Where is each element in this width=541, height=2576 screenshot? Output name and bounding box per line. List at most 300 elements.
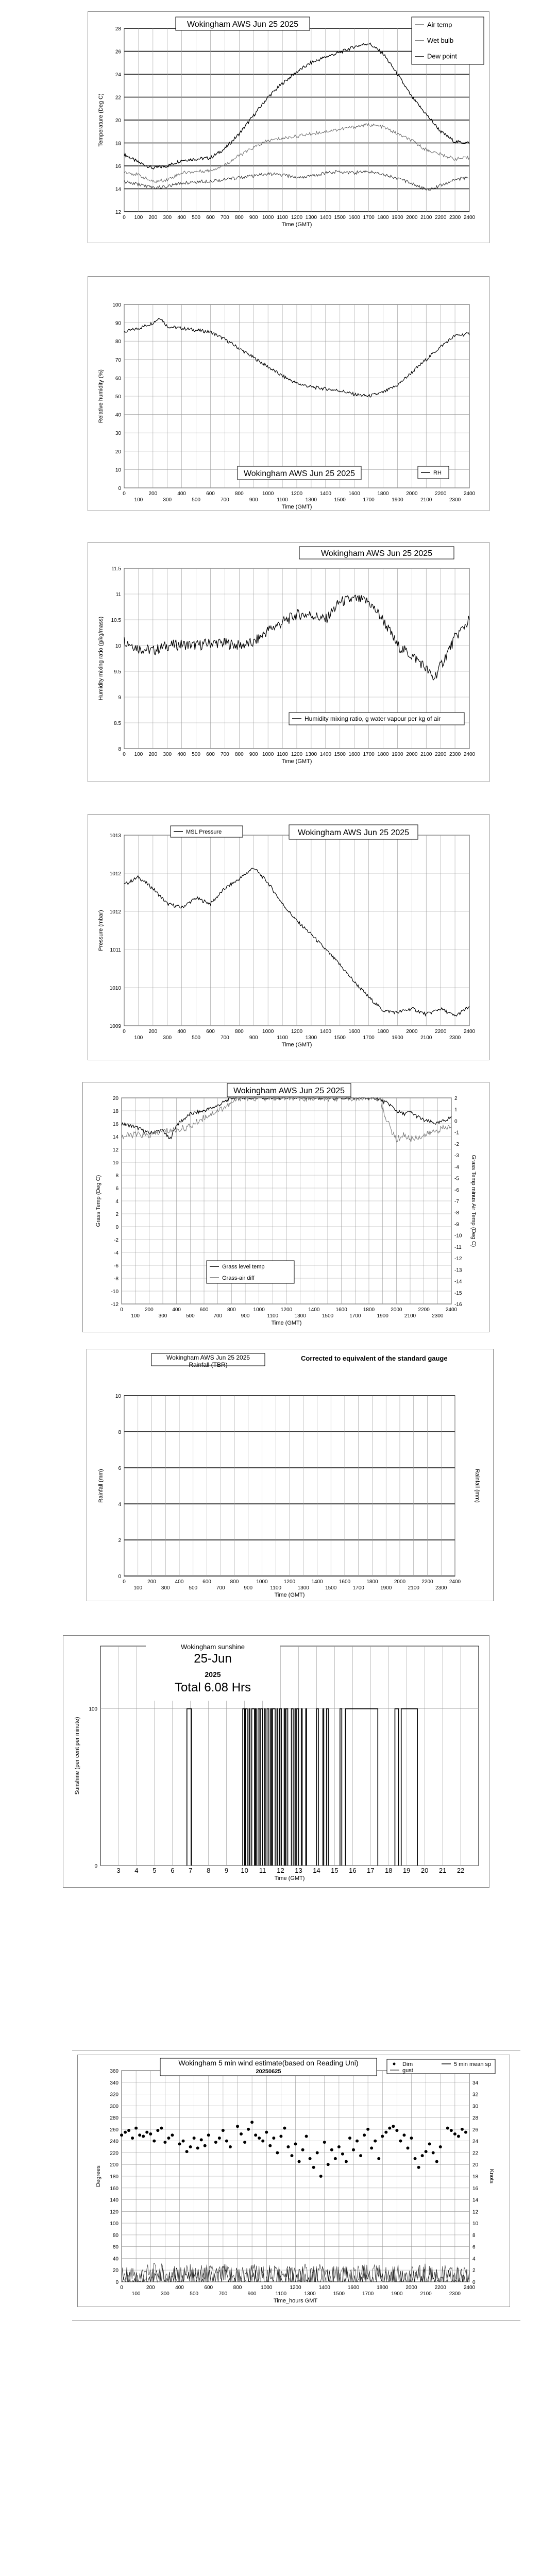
rh-xtick-label: 1000 <box>262 491 274 497</box>
wind-xtick-label: 0 <box>120 2285 123 2291</box>
sun-xlabel: Time (GMT) <box>274 1875 305 1882</box>
wind-direction-point <box>395 2129 398 2132</box>
wind-ytick-label: 360 <box>110 2069 119 2074</box>
rain-xtick-label-lower: 900 <box>244 1585 253 1591</box>
temp-xtick-label: 1900 <box>392 215 403 221</box>
hmr-xtick-label: 900 <box>249 752 258 757</box>
hmr-ytick-label: 10.5 <box>111 618 121 623</box>
rain-note: Corrected to equivalent of the standard gauge <box>301 1354 448 1362</box>
rh-ytick-label: 100 <box>112 302 121 308</box>
wind-legend-swatch <box>393 2063 396 2065</box>
hmr-title: Wokingham AWS Jun 25 2025 <box>320 549 433 558</box>
grass-y2tick-label: -4 <box>454 1164 459 1171</box>
grass-xtick-label: 1000 <box>253 1307 265 1313</box>
wind-direction-point <box>370 2146 373 2149</box>
rain-xtick-label: 2000 <box>394 1579 406 1585</box>
grass-xtick-label-lower: 2100 <box>404 1313 416 1319</box>
sun-xtick-label: 6 <box>171 1867 175 1874</box>
wind-direction-point <box>301 2148 305 2151</box>
temp-ytick-label: 12 <box>115 210 121 215</box>
temp-ytick-label: 18 <box>115 141 121 147</box>
grass-xlabel: Time (GMT) <box>271 1320 302 1326</box>
wind-direction-point <box>406 2146 409 2149</box>
rain-xtick-label: 200 <box>147 1579 156 1585</box>
wind-direction-point <box>410 2137 413 2140</box>
rh-ytick-label: 10 <box>115 467 121 473</box>
wind-direction-point <box>334 2157 337 2160</box>
wind-y2tick-label: 24 <box>472 2139 479 2145</box>
rain-xtick-label-lower: 1100 <box>270 1585 282 1591</box>
hmr-xtick-label: 1000 <box>262 752 274 757</box>
sun-xtick-label: 20 <box>420 1867 429 1874</box>
hmr-ytick-label: 11.5 <box>111 566 121 572</box>
grass-y2tick-label: -1 <box>454 1130 459 1136</box>
wind-xtick-label-lower: 700 <box>218 2291 228 2297</box>
rh-xtick-label-lower: 1300 <box>305 497 317 503</box>
rh-xtick-label-lower: 2300 <box>449 497 461 503</box>
hmr-ytick-label: 9 <box>118 695 121 701</box>
temp-xtick-label: 1100 <box>277 215 288 221</box>
rh-title: Wokingham AWS Jun 25 2025 <box>243 469 356 478</box>
wind-ytick-label: 120 <box>110 2209 119 2215</box>
temp-xtick-label: 400 <box>177 215 187 221</box>
rain-xtick-label-lower: 700 <box>216 1585 225 1591</box>
wind-direction-point <box>381 2135 384 2138</box>
grass-ytick-label: 12 <box>112 1147 119 1153</box>
temp-xtick-label: 1700 <box>363 215 375 221</box>
rh-xtick-label-lower: 300 <box>163 497 172 503</box>
rh-xtick-label: 400 <box>177 491 187 497</box>
hmr-ytick-label: 10 <box>115 643 121 649</box>
grass-xtick-label-lower: 1700 <box>349 1313 361 1319</box>
hmr-xtick-label: 1200 <box>291 752 303 757</box>
wind-ytick-label: 320 <box>110 2092 119 2098</box>
grass-ytick-label: 2 <box>115 1212 119 1217</box>
temp-xtick-label: 300 <box>163 215 172 221</box>
mslp-xtick-label-lower: 1900 <box>392 1035 403 1041</box>
rain-xtick-label: 1800 <box>366 1579 378 1585</box>
wind-direction-point <box>428 2142 431 2145</box>
rain-subtitle: Rainfall (TBR) <box>189 1361 228 1368</box>
wind-legend-label: Dirn <box>402 2061 413 2067</box>
temperature-chart <box>88 11 489 243</box>
hmr-ytick-label: 11 <box>115 592 121 598</box>
temp-xlabel: Time (GMT) <box>281 222 312 228</box>
wind-xtick-label-lower: 100 <box>131 2291 141 2297</box>
hmr-xtick-label: 500 <box>192 752 200 757</box>
wind-direction-point <box>327 2163 330 2166</box>
mslp-ytick-label: 1009 <box>109 1024 121 1029</box>
sun-title: Wokingham sunshine <box>180 1643 245 1651</box>
wind-y2tick-label: 4 <box>472 2256 476 2262</box>
wind-direction-point <box>402 2133 405 2137</box>
rain-xtick-label-lower: 300 <box>161 1585 170 1591</box>
rain-ylabel: Rainfall (mm) <box>98 1469 104 1503</box>
grass-xtick-label: 1400 <box>308 1307 320 1313</box>
wind-direction-point <box>461 2128 464 2131</box>
temp-legend-label: Air temp <box>427 21 452 29</box>
rain-xtick-label: 1000 <box>256 1579 268 1585</box>
hmr-xtick-label: 700 <box>221 752 229 757</box>
wind-direction-point <box>196 2146 199 2149</box>
hmr-xtick-label: 1800 <box>377 752 389 757</box>
rh-xtick-label: 2400 <box>463 491 476 497</box>
wind-y2tick-label: 22 <box>472 2150 479 2157</box>
wind-ytick-label: 280 <box>110 2115 119 2122</box>
rainfall-chart <box>87 1349 494 1601</box>
sun-total: Total 6.08 Hrs <box>174 1681 251 1694</box>
wind-y2tick-label: 30 <box>472 2104 479 2110</box>
wind-direction-point <box>236 2125 239 2128</box>
rain-ytick-label: 6 <box>118 1466 121 1471</box>
rh-ytick-label: 30 <box>115 431 121 437</box>
temp-ytick-label: 16 <box>115 164 121 170</box>
wind-y2tick-label: 26 <box>472 2127 479 2133</box>
rain-xtick-label: 400 <box>175 1579 184 1585</box>
rh-xtick-label: 1600 <box>348 491 360 497</box>
sun-ytick-label: 100 <box>89 1706 97 1713</box>
mslp-xtick-label: 1200 <box>291 1029 303 1035</box>
wind-direction-point <box>323 2141 326 2144</box>
wind-xtick-label-lower: 300 <box>161 2291 170 2297</box>
wind-direction-point <box>268 2144 272 2147</box>
wind-direction-point <box>247 2128 250 2131</box>
wind-xtick-label: 200 <box>146 2285 155 2291</box>
rain-xlabel: Time (GMT) <box>274 1592 305 1598</box>
rain-xtick-label-lower: 2300 <box>435 1585 447 1591</box>
wind-ytick-label: 180 <box>110 2174 119 2180</box>
wind-xtick-label-lower: 900 <box>247 2291 257 2297</box>
mslp-xtick-label-lower: 1100 <box>277 1035 288 1041</box>
wind-direction-point <box>204 2144 207 2147</box>
wind-xtick-label: 1400 <box>318 2285 330 2291</box>
grass-ytick-label: -12 <box>111 1302 119 1308</box>
hmr-xtick-label: 2100 <box>420 752 432 757</box>
rain-xtick-label-lower: 1900 <box>380 1585 392 1591</box>
wind-y2tick-label: 12 <box>472 2209 479 2215</box>
wind-direction-point <box>421 2154 424 2157</box>
mixing-ratio-chart <box>88 542 489 782</box>
rain-ytick-label: 0 <box>118 1574 121 1580</box>
mslp-xtick-label-lower: 1700 <box>363 1035 375 1041</box>
hmr-xtick-label: 1300 <box>305 752 317 757</box>
mslp-xtick-label-lower: 100 <box>134 1035 143 1041</box>
wind-direction-point <box>254 2133 257 2137</box>
hmr-xtick-label: 0 <box>123 752 126 757</box>
sun-xtick-label: 13 <box>295 1867 302 1874</box>
grass-ytick-label: 14 <box>112 1134 119 1140</box>
mslp-xtick-label: 800 <box>234 1029 244 1035</box>
rain-xtick-label: 2200 <box>421 1579 433 1585</box>
hmr-xtick-label: 1900 <box>392 752 403 757</box>
wind-direction-point <box>171 2133 174 2137</box>
grass-xtick-label: 1800 <box>363 1307 375 1313</box>
wind-direction-point <box>377 2157 380 2160</box>
grass-y2tick-label: -8 <box>454 1210 459 1216</box>
temp-ytick-label: 24 <box>115 72 121 78</box>
hmr-xtick-label: 200 <box>148 752 158 757</box>
hmr-xtick-label: 2300 <box>449 752 461 757</box>
wind-xtick-label-lower: 1100 <box>275 2291 287 2297</box>
wind-y2tick-label: 18 <box>472 2174 479 2180</box>
rh-legend-label: RH <box>433 470 442 476</box>
mslp-xtick-label: 1000 <box>262 1029 274 1035</box>
grass-ytick-label: 16 <box>112 1122 119 1127</box>
rain-xtick-label: 0 <box>123 1579 126 1585</box>
wind-xtick-label-lower: 1900 <box>391 2291 403 2297</box>
mslp-xlabel: Time (GMT) <box>281 1042 312 1048</box>
rain-xtick-label: 800 <box>230 1579 239 1585</box>
hmr-xtick-label: 1400 <box>319 752 331 757</box>
wind-direction-point <box>388 2127 391 2130</box>
rain-xtick-label-lower: 100 <box>133 1585 143 1591</box>
rain-ytick-label: 10 <box>115 1394 121 1399</box>
grass-ytick-label: -2 <box>114 1238 119 1243</box>
temp-ytick-label: 28 <box>115 26 121 32</box>
mslp-xtick-label: 2000 <box>406 1029 418 1035</box>
sun-year: 2025 <box>205 1670 221 1679</box>
wind-direction-point <box>417 2166 420 2169</box>
grass-title: Wokingham AWS Jun 25 2025 <box>233 1087 345 1095</box>
wind-xtick-label-lower: 1500 <box>333 2291 345 2297</box>
wind-chart-top-rule <box>72 2050 520 2051</box>
sun-xtick-label: 16 <box>349 1867 357 1874</box>
grass-xtick-label: 0 <box>120 1307 123 1313</box>
rh-ytick-label: 0 <box>118 486 121 492</box>
grass-y2tick-label: -7 <box>454 1199 459 1205</box>
wind-direction-point <box>450 2129 453 2132</box>
grass-y2tick-label: -14 <box>454 1279 462 1285</box>
wind-direction-point <box>345 2160 348 2163</box>
wind-direction-point <box>200 2138 203 2141</box>
wind-ytick-label: 300 <box>110 2104 119 2110</box>
wind-ytick-label: 0 <box>115 2280 119 2285</box>
wind-xtick-label-lower: 500 <box>190 2291 198 2297</box>
temp-xtick-label: 900 <box>249 215 258 221</box>
temp-ytick-label: 14 <box>115 187 121 193</box>
wind-direction-point <box>341 2153 344 2156</box>
rh-xlabel: Time (GMT) <box>281 504 312 510</box>
grass-xtick-label-lower: 300 <box>158 1313 167 1319</box>
hmr-xlabel: Time (GMT) <box>281 758 312 765</box>
sun-xtick-label: 4 <box>134 1867 139 1874</box>
grass-xtick-label-lower: 1300 <box>294 1313 306 1319</box>
wind-xtick-label: 2200 <box>434 2285 446 2291</box>
sunshine-chart <box>63 1635 489 1888</box>
rain-xtick-label-lower: 500 <box>189 1585 198 1591</box>
wind-direction-point <box>163 2141 166 2144</box>
wind-direction-point <box>363 2133 366 2137</box>
sun-ytick-label: 0 <box>94 1863 97 1869</box>
rh-xtick-label-lower: 1900 <box>392 497 403 503</box>
grass-xtick-label-lower: 900 <box>241 1313 250 1319</box>
rh-xtick-label-lower: 500 <box>192 497 200 503</box>
wind-y2tick-label: 34 <box>472 2080 479 2086</box>
wind-direction-point <box>435 2160 438 2163</box>
wind-xlabel: Time_hours GMT <box>273 2298 318 2304</box>
mslp-xtick-label: 2400 <box>463 1029 476 1035</box>
hmr-ytick-label: 8.5 <box>114 721 121 726</box>
grass-y2tick-label: 0 <box>454 1118 458 1125</box>
grass-ytick-label: -8 <box>114 1276 119 1282</box>
mslp-xtick-label-lower: 700 <box>221 1035 229 1041</box>
grass-xtick-label-lower: 700 <box>213 1313 223 1319</box>
grass-ytick-label: -10 <box>111 1289 119 1295</box>
rh-xtick-label: 800 <box>234 491 244 497</box>
grass-xtick-label-lower: 2300 <box>432 1313 444 1319</box>
mslp-legend-label: MSL Pressure <box>186 829 222 835</box>
rh-ytick-label: 50 <box>115 394 121 400</box>
wind-ytick-label: 100 <box>110 2221 119 2227</box>
wind-direction-point <box>337 2145 341 2148</box>
wind-xtick-label: 1000 <box>261 2285 273 2291</box>
wind-direction-point <box>243 2141 246 2144</box>
rh-ytick-label: 80 <box>115 339 121 345</box>
wind-direction-point <box>207 2133 210 2137</box>
temp-xtick-label: 700 <box>221 215 229 221</box>
pressure-chart <box>88 814 489 1060</box>
temp-ytick-label: 20 <box>115 118 121 124</box>
grass-xtick-label: 400 <box>172 1307 181 1313</box>
wind-xtick-label: 2000 <box>405 2285 417 2291</box>
wind-direction-point <box>464 2131 467 2134</box>
wind-y2tick-label: 8 <box>472 2232 476 2239</box>
mixing-ratio-chart-svg <box>88 543 490 783</box>
temp-xtick-label: 2000 <box>406 215 418 221</box>
rh-xtick-label-lower: 700 <box>221 497 229 503</box>
temp-xtick-label: 1000 <box>262 215 274 221</box>
grass-y2tick-label: -5 <box>454 1176 459 1182</box>
grass-xtick-label: 1600 <box>335 1307 347 1313</box>
mslp-xtick-label-lower: 1300 <box>305 1035 317 1041</box>
grass-ytick-label: -6 <box>114 1263 119 1269</box>
sun-ylabel: Sunshine (per cent per minute) <box>74 1717 80 1795</box>
wind-ytick-label: 140 <box>110 2197 119 2204</box>
temp-xtick-label: 2300 <box>449 215 461 221</box>
temp-xtick-label: 0 <box>123 215 126 221</box>
temp-xtick-label: 2200 <box>435 215 447 221</box>
temp-legend-label: Dew point <box>427 52 457 60</box>
temp-xtick-label: 600 <box>206 215 215 221</box>
grass-xtick-label: 200 <box>144 1307 154 1313</box>
rh-xtick-label: 2200 <box>435 491 447 497</box>
wind-xtick-label: 1600 <box>347 2285 360 2291</box>
grass-y2tick-label: -15 <box>454 1290 462 1296</box>
temp-ytick-label: 22 <box>115 95 121 101</box>
rain-title: Wokingham AWS Jun 25 2025 <box>166 1354 250 1361</box>
grass-xtick-label: 600 <box>199 1307 209 1313</box>
wind-y2tick-label: 2 <box>472 2268 476 2274</box>
rain-xtick-label: 600 <box>202 1579 211 1585</box>
rh-ytick-label: 90 <box>115 320 121 327</box>
wind-ytick-label: 340 <box>110 2080 119 2086</box>
grass-ytick-label: 6 <box>115 1186 119 1192</box>
rh-xtick-label: 1200 <box>291 491 303 497</box>
grass-legend-label: Grass-air diff <box>222 1275 255 1281</box>
wind-direction-point <box>309 2157 312 2160</box>
hmr-xtick-label: 400 <box>177 752 187 757</box>
temperature-chart-svg <box>88 12 490 244</box>
wind-direction-point <box>414 2157 417 2160</box>
rain-xtick-label: 1600 <box>339 1579 351 1585</box>
wind-direction-point <box>261 2140 264 2143</box>
sun-xtick-label: 3 <box>116 1867 121 1874</box>
wind-direction-point <box>290 2154 293 2157</box>
wind-ytick-label: 200 <box>110 2162 119 2168</box>
mslp-ylabel: Pressure (mbar) <box>98 910 104 951</box>
wind-direction-point <box>229 2145 232 2148</box>
mslp-ytick-label: 1012 <box>109 871 121 877</box>
wind-direction-point <box>279 2135 282 2138</box>
rh-xtick-label-lower: 100 <box>134 497 143 503</box>
mslp-ytick-label: 1010 <box>109 986 121 991</box>
grass-xtick-label-lower: 1500 <box>322 1313 334 1319</box>
sun-xtick-label: 7 <box>189 1867 193 1874</box>
wind-ytick-label: 240 <box>110 2139 119 2145</box>
rh-ytick-label: 60 <box>115 376 121 382</box>
grass-xtick-label-lower: 100 <box>131 1313 140 1319</box>
temp-xtick-label: 100 <box>134 215 143 221</box>
temp-xtick-label: 1600 <box>348 215 360 221</box>
wind-ytick-label: 160 <box>110 2185 119 2192</box>
wind-ytick-label: 80 <box>112 2232 119 2239</box>
wind-ytick-label: 40 <box>112 2256 119 2262</box>
grass-ytick-label: 18 <box>112 1109 119 1114</box>
temp-xtick-label: 2100 <box>420 215 432 221</box>
rh-ylabel: Relative humidity (%) <box>98 369 104 423</box>
rh-xtick-label: 2000 <box>406 491 418 497</box>
wind-direction-point <box>134 2127 138 2130</box>
wind-direction-point <box>283 2127 286 2130</box>
wind-direction-point <box>305 2135 308 2138</box>
hmr-ytick-label: 9.5 <box>114 669 121 675</box>
wind-direction-point <box>286 2145 290 2148</box>
wind-y2tick-label: 14 <box>472 2197 479 2204</box>
sun-xtick-label: 8 <box>207 1867 211 1874</box>
grass-ytick-label: 0 <box>115 1225 119 1230</box>
grass-xtick-label: 2200 <box>418 1307 430 1313</box>
mslp-xtick-label-lower: 1500 <box>334 1035 346 1041</box>
wind-direction-point <box>160 2127 163 2130</box>
rh-ytick-label: 40 <box>115 412 121 418</box>
rh-xtick-label: 1800 <box>377 491 389 497</box>
wind-xtick-label: 1200 <box>290 2285 301 2291</box>
rh-xtick-label: 1400 <box>319 491 331 497</box>
rh-xtick-label: 600 <box>206 491 215 497</box>
rain-xtick-label: 1200 <box>283 1579 296 1585</box>
wind-y2tick-label: 0 <box>472 2280 476 2285</box>
hmr-ylabel: Humidity mixing ratio (g/kg/mass) <box>98 616 104 701</box>
rain-xtick-label-lower: 1300 <box>297 1585 309 1591</box>
temp-xtick-label: 1500 <box>334 215 346 221</box>
mslp-xtick-label-lower: 2100 <box>420 1035 432 1041</box>
grass-y2tick-label: -11 <box>454 1244 462 1250</box>
wind-direction-point <box>319 2175 323 2178</box>
mslp-xtick-label: 200 <box>148 1029 158 1035</box>
rain-xtick-label-lower: 1700 <box>352 1585 364 1591</box>
rain-xtick-label-lower: 2100 <box>408 1585 419 1591</box>
grass-y2tick-label: 2 <box>454 1096 458 1101</box>
wind-direction-point <box>258 2137 261 2140</box>
mslp-xtick-label: 2200 <box>435 1029 447 1035</box>
grass-y2tick-label: -10 <box>454 1233 462 1239</box>
sun-xtick-label: 11 <box>259 1867 266 1874</box>
grass-xtick-label: 2000 <box>391 1307 402 1313</box>
wind-xtick-label-lower: 1300 <box>304 2291 316 2297</box>
wind-direction-point <box>425 2150 428 2153</box>
wind-xtick-label: 1800 <box>377 2285 388 2291</box>
wind-y2label: Knots <box>488 2168 495 2184</box>
